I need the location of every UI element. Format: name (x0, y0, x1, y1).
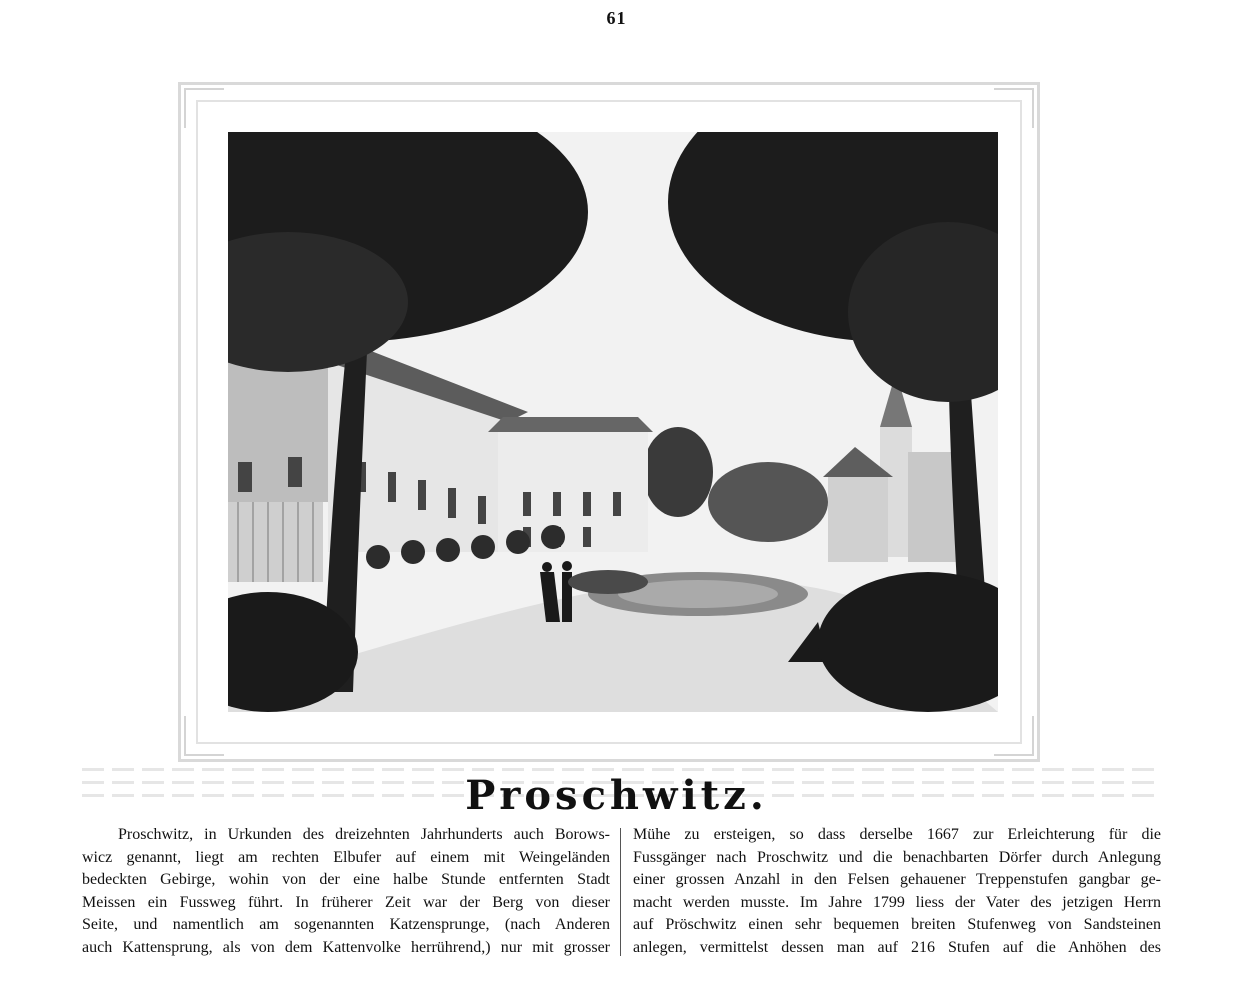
text-line: Proschwitz, in Urkunden des dreizehnten Jahrhunderts auch Borows- (118, 826, 610, 843)
frame-corner-ornament (994, 716, 1034, 756)
text-line: wicz genannt, liegt am rechten Elbufer auf einem mit Weingeländen (82, 848, 610, 866)
text-line: macht werden musste. Im Jahre 1799 liess der Vater des jetzigen Herrn (633, 893, 1161, 911)
page-title: Proschwitz. (465, 772, 768, 819)
frame-corner-ornament (184, 716, 224, 756)
illustration-drawing (228, 132, 998, 712)
frame-corner-ornament (994, 88, 1034, 128)
illustration-lithograph (228, 132, 998, 712)
text-line: auf Pröschwitz einen sehr bequemen breiten Stufenweg von Sandsteinen (633, 916, 1161, 933)
text-column-left (82, 824, 610, 959)
text-line: Seite, und namentlich am sogenannten Katzensprunge, (nach Anderen (82, 916, 610, 933)
text-line: einer grossen Anzahl in den Felsen gehauener Treppenstufen gangbar ge- (633, 871, 1161, 888)
text-line: bedeckten Gebirge, wohin von der eine halbe Stunde entfernten Stadt (82, 871, 610, 888)
text-line: auch Kattensprung, als von dem Kattenvolke herrührend,) nur mit grosser (82, 938, 610, 956)
text-line: Mühe zu ersteigen, so dass derselbe 1667 zur Erleichterung für die (633, 826, 1161, 843)
text-line: anlegen, vermittelst dessen man auf 216 Stufen auf die Anhöhen des (633, 938, 1161, 956)
text-line: Fussgänger nach Proschwitz und die benachbarten Dörfer durch Anlegung (633, 848, 1161, 866)
column-divider (620, 828, 621, 956)
page-number: 61 (606, 8, 627, 28)
text-column-right (633, 824, 1161, 959)
text-line: Meissen ein Fussweg führt. In früherer Zeit war der Berg von dieser (82, 893, 610, 911)
frame-corner-ornament (184, 88, 224, 128)
